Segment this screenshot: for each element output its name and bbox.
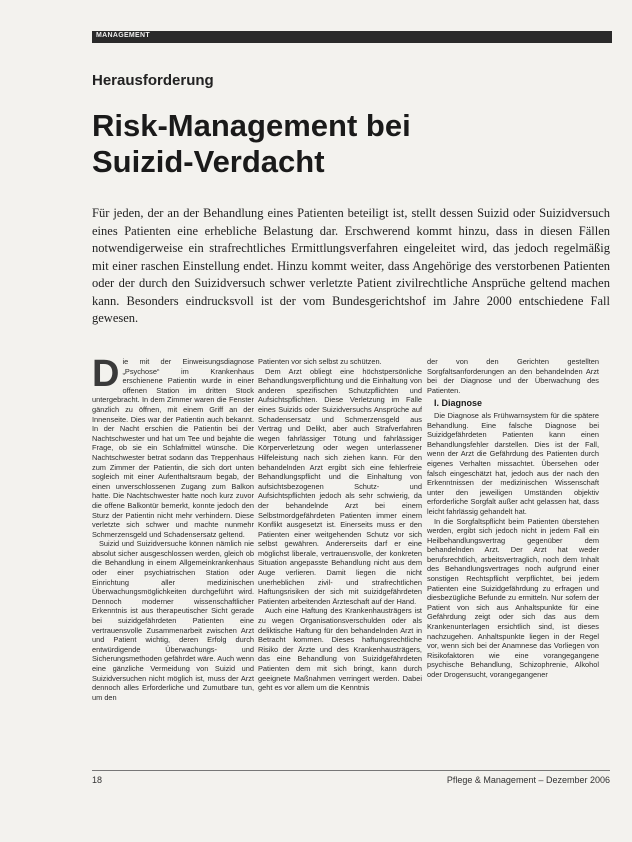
body-column-2 <box>258 357 422 757</box>
paragraph: Patienten vor sich selbst zu schützen. <box>258 357 382 366</box>
paragraph: Auch eine Haftung des Krankenhausträgers ist zu wegen Organisationsverschulden oder als deliktische Haftung für den behandelnden Arzt in Betracht kommen. Dieses haftungsrechtliche Risiko der Ärzte und des Krankenhausträgers, das eine Behandlung von Suizidgefährdeten Patienten dem mit sich bringt, kann durch geeignete Maßnahmen verringert werden. Dabei geht es vor allem um die Kenntnis <box>258 606 422 693</box>
paragraph: der von den Gerichten gestellten Sorgfaltsanforderungen an den behandelnden Arzt bei der Diagnose und der Überwachung des Patienten. <box>427 357 599 395</box>
article-title-line-2: Suizid-Verdacht <box>92 144 325 179</box>
article-title-line-1: Risk-Management bei <box>92 108 411 143</box>
section-bar <box>92 31 612 43</box>
body-column-1 <box>92 357 254 757</box>
section-label: MANAGEMENT <box>96 32 150 39</box>
article-lead: Für jeden, der an der Behandlung eines Patienten beteiligt ist, stellt dessen Suizid oder Suizidversuch eines Patienten eine erhebliche Belastung dar. Erschwerend kommt hinzu, dass in diesen Fällen notwendigerweise ein strafrechtliches Ermittlungsverfahren eingeleitet wird, das jedoch regelmäßig mit einer raschen Einstellung endet. Hinzu kommt weiter, dass Angehörige des verstorbenen Patienten oder der durch den Suizidversuch schwer verletzte Patient zivilrechtliche Ansprüche geltend machen kann. Besonders eindrucksvoll ist der vom Bundesgerichtshof im Jahre 2000 entschiedene Fall gewesen. <box>92 206 610 325</box>
paragraph: In die Sorgfaltspflicht beim Patienten überstehen werden, ergibt sich jedoch nicht in jedem Fall ein Heilbehandlungsvertrag gegenüber dem behandelnden Arzt. Der Arzt hat weder berufsrechtlich, arbeitsvertraglich, noch dem Inhalt des Behandlungsvertrages noch aufgrund einer sonstigen Rechtspflicht verpflichtet, bei jedem Patienten eine Suizidgefährdung zu erfragen und diesbezügliche Befunde zu ermitteln. Nur sofern der Patient von sich aus Anhaltspunkte für eine Gefährdung zeigt oder sich das aus dem Krankenunterlagen ersichtlich sind, ist dieses nachzugehen. Anhaltspunkte liegen in der Regel vor, wenn sich bei der Anamnese das Vorliegen von Risikofaktoren wie eine vorangegangene psychische Behandlung, Schizophrenie, Alkohol oder Drogensucht, vorangegangener <box>427 516 599 679</box>
article-kicker: Herausforderung <box>92 72 214 89</box>
paragraph-text: ie mit der Einweisungsdiagnose „Psychose“ im Krankenhaus erschienene Patientin wurde in einer offenen Station im dritten Stock untergebracht. In dem Zimmer waren die Fenster gänzlich zu öffnen, mit einem Griff an der Innenseite. Dies war der Patientin auch bekannt. In der Nacht erschien die Patientin bei der Nachtschwester und hat um Tee und bejahte die Frage, ob sie ein Schlafmittel wünsche. Die Nachtschwester betrat sodann das Treppenhaus zum Zimmer der Patientin, die sich dort unten sogleich mit einer Aufenthaltsraum begab, der einen unverschlossenen Zugang zum Balkon hatte. Die Nachtschwester hatte noch kurz zuvor die offene Balkontür bemerkt, konnte jedoch den Sturz der Patientin nicht mehr verhindern. Diese verletzte sich schwer und machte nunmehr Schmerzensgeld und Schadensersatz geltend. <box>92 357 254 539</box>
paragraph <box>92 357 254 539</box>
paragraph: Suizid und Suizidversuche können nämlich nie absolut sicher ausgeschlossen werden, gleich ob die Behandlung in einem Allgemeinkrankenhaus oder einer psychiatrischen Station oder Einrichtung aller medizinischen Überwachungsmöglichkeiten durchgeführt wird. Dennoch moderner wissenschaftlicher Erkenntnis ist aus therapeutischer Sicht gerade bei suizidgefährdeten Patienten eine vertrauensvolle Zusammenarbeit zwischen Arzt und Patient wichtig, deren Erfolg durch entwürdigende Überwachungs- und Sicherungsmethoden gefährdet wäre. Auch wenn eine gänzliche Vermeidung von Suizid und Suizidversuchen nicht möglich ist, muss der Arzt dennoch alles Erforderliche und Zumutbare tun, um den <box>92 539 254 702</box>
section-heading: I. Diagnose <box>434 398 483 409</box>
body-column-3 <box>427 357 599 757</box>
paragraph: Dem Arzt obliegt eine höchstpersönliche Behandlungsverpflichtung und die Einhaltung von anderen spezifischen Schutzpflichten und Aufsichtspflichten. Diese Verletzung im Falle eines Suizids oder Suizidversuchs Ansprüche auf Schadensersatz und Schmerzensgeld aus Vertrag und Delikt, aber auch Strafverfahren wegen fahrlässiger Tötung und fahrlässiger Körperverletzung oder wegen unterlassener Hilfeleistung nach sich ziehen kann. Für den behandelnden Arzt ergibt sich eine fehlerfreie Behandlungspflicht und die Einhaltung von aufsichtsbezogenen Schutz- und Aufsichtspflichten jedoch als sehr schwierig, da der behandelnde Arzt bei einem Selbstmordgefährdeten Patienten immer einem Konflikt ausgesetzt ist. Einerseits muss er den Patienten einer weitgehenden Schutz vor sich selbst gewähren. Andererseits darf er eine möglichst liberale, vertrauensvolle, der konkreten Situation angepasste Behandlung nicht aus dem Auge verlieren. Damit liegen die nicht unerheblichen zivil- und strafrechtlichen Haftungsrisiken der sich mit suizidgefährdeten Patienten arbeitenden Ärzteschaft auf der Hand. <box>258 366 422 606</box>
drop-cap: D <box>92 357 120 395</box>
journal-footer: Pflege & Management – Dezember 2006 <box>446 775 610 785</box>
page-number: 18 <box>92 775 103 785</box>
footer-rule <box>92 770 610 771</box>
paragraph: Die Diagnose als Frühwarnsystem für die spätere Behandlung. Eine falsche Diagnose bei Suizidgefährdeten Patienten kann einen Behandlungsfehler darstellen. Dies ist der Fall, wenn der Arzt die Gefährdung des Patienten durch eigenes Verhalten missachtet. Übersehen oder falsch eingeschätzt hat, jedoch aus der nach den Erkenntnissen der medizinischen Wissenschaft unter den jeweiligen Umständen objektiv erforderliche Sorgfalt außer acht gelassen hat, dass leicht fahrlässig gehandelt hat. <box>427 410 599 516</box>
article-title <box>92 108 592 180</box>
